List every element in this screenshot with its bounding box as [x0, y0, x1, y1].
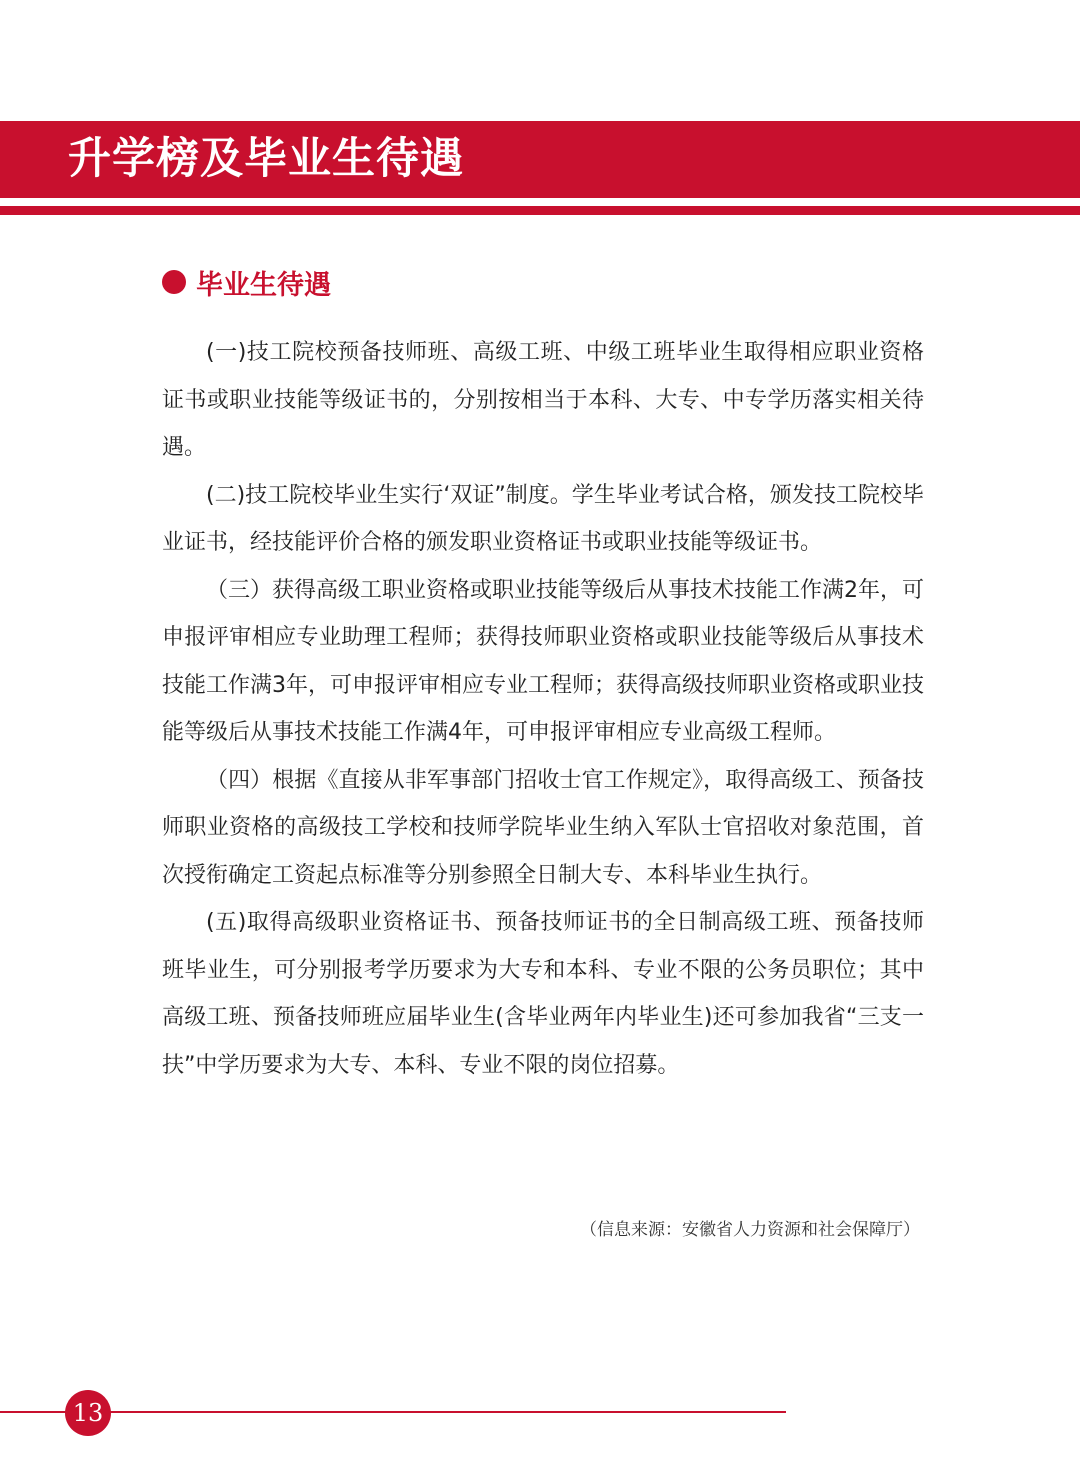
page-number-badge [65, 1390, 111, 1436]
paragraph-5: (五)取得高级职业资格证书、预备技师证书的全日制高级工班、预备技师班毕业生，可分别报考学历要求为大专和本科、专业不限的公务员职位；其中高级工班、预备技师班应届毕业生(含毕业两年内毕业生)还可参加我省“三支一扶”中学历要求为大专、本科、专业不限的岗位招募。 [162, 910, 924, 1078]
source-note: （信息来源：安徽省人力资源和社会保障厅） [580, 1220, 920, 1240]
page-title: 升学榜及毕业生待遇 [68, 134, 464, 184]
bullet-dot-icon [162, 270, 186, 294]
paragraph-2: (二)技工院校毕业生实行‘双证”制度。学生毕业考试合格，颁发技工院校毕业证书，经技能评价合格的颁发职业资格证书或职业技能等级证书。 [162, 482, 924, 555]
paragraph-1: (一)技工院校预备技师班、高级工班、中级工班毕业生取得相应职业资格证书或职业技能等级证书的，分别按相当于本科、大专、中专学历落实相关待遇。 [162, 340, 924, 460]
paragraph-4: （四）根据《直接从非军事部门招收士官工作规定》，取得高级工、预备技师职业资格的高级技工学校和技师学院毕业生纳入军队士官招收对象范围，首次授衔确定工资起点标准等分别参照全日制大专、本科毕业生执行。 [162, 767, 924, 888]
page-number: 13 [72, 1399, 104, 1427]
footer-divider [0, 1411, 786, 1413]
section-heading [162, 262, 331, 302]
body-content [162, 329, 924, 1089]
header-banner [0, 121, 1080, 198]
header-divider [0, 206, 1080, 215]
section-title: 毕业生待遇 [196, 269, 331, 301]
paragraph-3: （三）获得高级工职业资格或职业技能等级后从事技术技能工作满2年，可申报评审相应专业助理工程师；获得技师职业资格或职业技能等级后从事技术技能工作满3年，可申报评审相应专业工程师；获得高级技师职业资格或职业技能等级后从事技术技能工作满4年，可申报评审相应专业高级工程师。 [162, 577, 924, 745]
